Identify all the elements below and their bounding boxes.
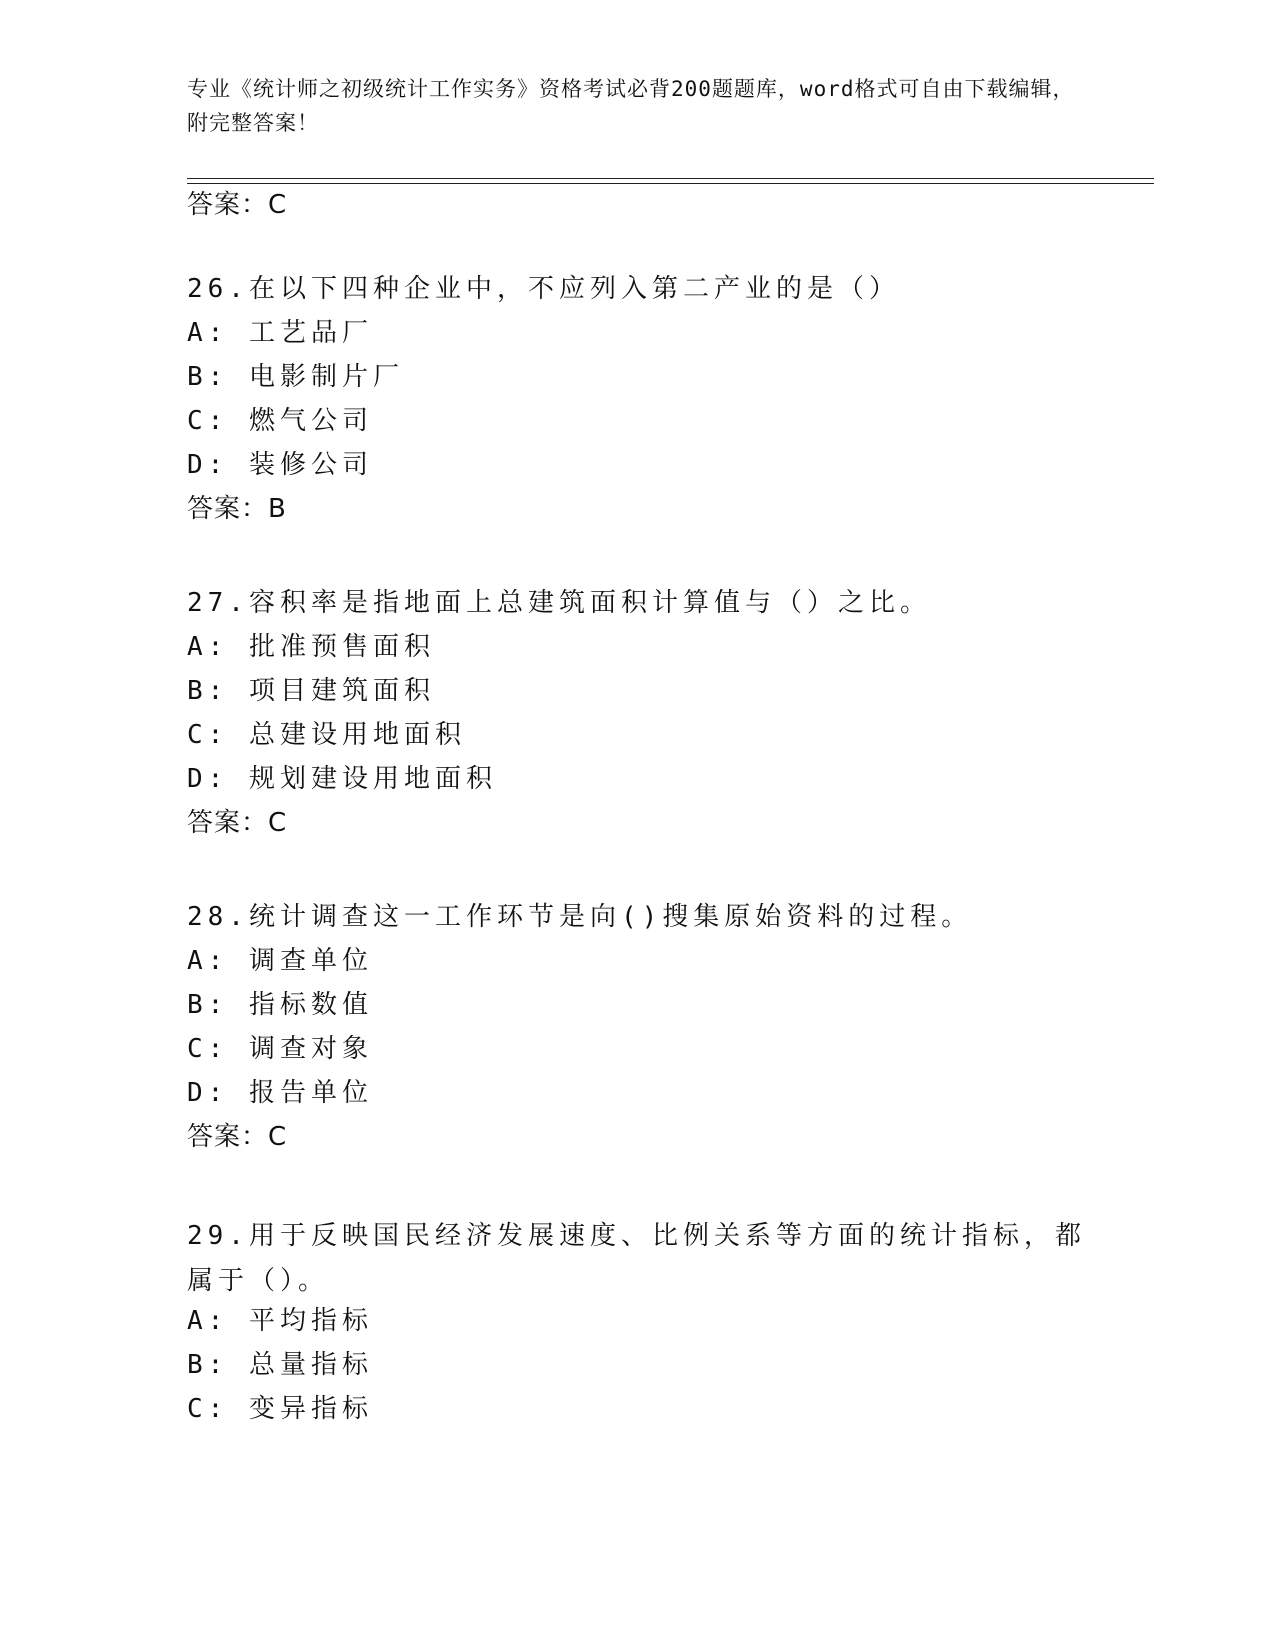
option-a: A: 调查单位: [187, 946, 373, 976]
option-c: C: 总建设用地面积: [187, 720, 466, 750]
option-a: A: 批准预售面积: [187, 632, 435, 662]
option-a: A: 平均指标: [187, 1306, 373, 1336]
option-b: B: 指标数值: [187, 990, 373, 1020]
option-d: D: 规划建设用地面积: [187, 764, 497, 794]
option-c: C: 调查对象: [187, 1034, 373, 1064]
option-d: D: 装修公司: [187, 450, 373, 480]
option-b: B: 电影制片厂: [187, 362, 404, 392]
header-rule-bottom: [187, 183, 1154, 184]
option-a: A: 工艺品厂: [187, 318, 373, 348]
answer-line: 答案：C: [187, 1122, 288, 1152]
answer-line: 答案：C: [187, 190, 288, 220]
document-header: 专业《统计师之初级统计工作实务》资格考试必背200题题库，word格式可自由下载编辑，附完整答案！: [187, 77, 1075, 135]
answer-line: 答案：C: [187, 808, 288, 838]
question-stem-27: 27.容积率是指地面上总建筑面积计算值与（）之比。: [187, 588, 931, 618]
question-stem-26: 26.在以下四种企业中，不应列入第二产业的是（）: [187, 274, 900, 304]
option-c: C: 燃气公司: [187, 406, 373, 436]
option-b: B: 项目建筑面积: [187, 676, 435, 706]
option-d: D: 报告单位: [187, 1078, 373, 1108]
answer-line: 答案：B: [187, 494, 287, 524]
option-b: B: 总量指标: [187, 1350, 373, 1380]
header-rule-top: [187, 178, 1154, 179]
question-stem-28: 28.统计调查这一工作环节是向()搜集原始资料的过程。: [187, 902, 973, 932]
question-stem-29: 29.用于反映国民经济发展速度、比例关系等方面的统计指标，都属于（）。: [187, 1221, 1086, 1296]
option-c: C: 变异指标: [187, 1394, 373, 1424]
